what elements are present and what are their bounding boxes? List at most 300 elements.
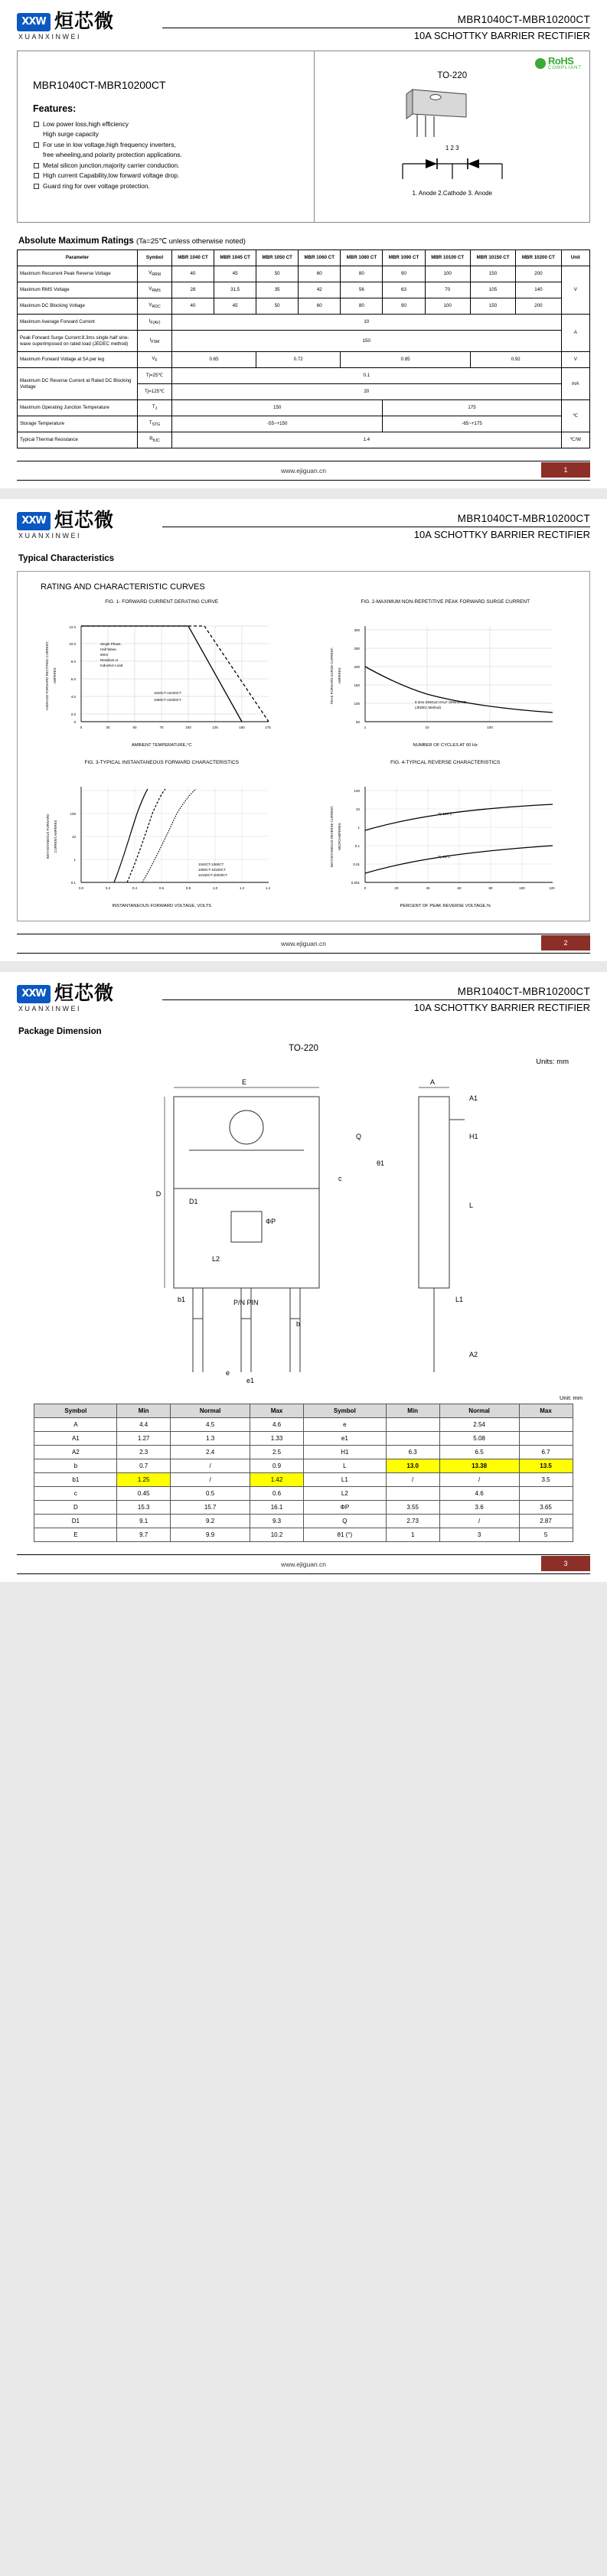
- cell: 3.65: [519, 1501, 573, 1515]
- svg-text:20: 20: [394, 886, 399, 890]
- fig2-xlabel: NUMBER OF CYCLES AT 60 Hz: [413, 743, 478, 748]
- part-number: MBR1040CT-MBR10200CT: [33, 79, 166, 91]
- cell: 6.5: [439, 1446, 519, 1459]
- chart-caption: FIG. 1- FORWARD CURRENT DERATING CURVE: [105, 599, 219, 605]
- param-ifsm: Peak Forward Surge Current:8.3ms single half sine-wave superimposed on rated load (JEDEC method): [18, 331, 138, 352]
- unit-cw: ℃/W: [561, 432, 589, 448]
- svg-text:2.0: 2.0: [70, 712, 77, 716]
- unit-volts: V: [561, 266, 589, 315]
- logo-chinese-name: 烜芯微: [54, 11, 115, 32]
- svg-text:60: 60: [457, 886, 462, 890]
- cell: 15.7: [171, 1501, 250, 1515]
- logo-mark: XXW: [17, 13, 51, 31]
- val: 60: [299, 266, 341, 282]
- param-ir: Maximum DC Reverse Current at Rated DC Blocking Voltage: [18, 368, 138, 400]
- val: 90: [383, 298, 425, 315]
- rohs-badge: [535, 56, 582, 70]
- svg-text:100: 100: [486, 726, 493, 729]
- cell: 2.54: [439, 1418, 519, 1432]
- param-vrdc: Maximum DC Blocking Voltage: [18, 298, 138, 315]
- feature-item: High surge capacity: [43, 130, 99, 139]
- col-10200: MBR 10200 CT: [516, 250, 561, 266]
- table-row: [34, 1501, 573, 1515]
- feature-item: Low power loss,high efficiency: [33, 119, 302, 129]
- page-footer: [17, 934, 590, 954]
- cell-highlight: 13.38: [439, 1459, 519, 1473]
- col-normal-right: Normal: [439, 1404, 519, 1418]
- svg-text:Inductive Load: Inductive Load: [100, 664, 123, 667]
- table-row: [18, 432, 590, 448]
- val: 45: [214, 266, 256, 282]
- feature-item: Guard ring for over voltage protection.: [33, 181, 302, 191]
- svg-text:b: b: [295, 1320, 300, 1328]
- col-max-right: Max: [519, 1404, 573, 1418]
- svg-text:1080CT-10100CT: 1080CT-10100CT: [198, 868, 227, 872]
- cell: ΦP: [303, 1501, 386, 1515]
- cell: /: [439, 1515, 519, 1528]
- dual-diode-symbol: [395, 156, 510, 182]
- svg-text:120: 120: [548, 886, 555, 890]
- cell: L1: [303, 1473, 386, 1487]
- svg-text:10: 10: [425, 726, 429, 729]
- cell: 2.4: [171, 1446, 250, 1459]
- svg-text:10: 10: [72, 835, 77, 839]
- table-row: [18, 331, 590, 352]
- footer-url[interactable]: www.ejiguan.cn: [280, 1560, 327, 1568]
- svg-text:L1: L1: [455, 1296, 463, 1303]
- table-row: [34, 1418, 573, 1432]
- val: 35: [256, 282, 299, 298]
- svg-text:0: 0: [364, 886, 367, 890]
- symbol-tj: $T_J$: [138, 400, 172, 416]
- svg-text:INSTANTANEOUS FORWARD: INSTANTANEOUS FORWARD: [46, 814, 51, 859]
- cell: H1: [303, 1446, 386, 1459]
- svg-text:1.4: 1.4: [266, 886, 271, 890]
- document-part-title: MBR1040CT-MBR10200CT: [457, 986, 590, 997]
- cell: 0.45: [117, 1487, 171, 1501]
- svg-text:(JEDEC Method): (JEDEC Method): [414, 706, 441, 709]
- svg-text:60Hz: 60Hz: [100, 653, 109, 657]
- cell: 9.3: [250, 1515, 304, 1528]
- cell: 9.9: [171, 1528, 250, 1542]
- table-row: [18, 315, 590, 331]
- table-header-row: [34, 1404, 573, 1418]
- cell: A2: [34, 1446, 117, 1459]
- table-row: [34, 1473, 573, 1487]
- cell: D1: [34, 1515, 117, 1528]
- characteristic-curves-box: [17, 571, 590, 921]
- cell-highlight: 1.25: [117, 1473, 171, 1487]
- val-span: 1.4: [171, 432, 561, 448]
- page-2: [0, 499, 607, 961]
- table-row: [34, 1487, 573, 1501]
- document-part-title: MBR1040CT-MBR10200CT: [457, 513, 590, 524]
- val: 63: [383, 282, 425, 298]
- val: 200: [516, 266, 561, 282]
- svg-text:D: D: [155, 1190, 161, 1198]
- svg-text:175: 175: [265, 726, 272, 729]
- document-part-title: MBR1040CT-MBR10200CT: [457, 14, 590, 25]
- val: 80: [341, 298, 383, 315]
- svg-text:150: 150: [239, 726, 246, 729]
- feature-item: free wheeling,and polarity protection applications.: [43, 151, 182, 159]
- val: 50: [256, 266, 299, 282]
- val-span: 0.1: [171, 368, 561, 384]
- col-max-left: Max: [250, 1404, 304, 1418]
- ratings-title-text: Absolute Maximum Ratings: [18, 236, 134, 246]
- cell: /: [439, 1473, 519, 1487]
- svg-text:1.2: 1.2: [240, 886, 245, 890]
- package-panel: [315, 51, 589, 222]
- cell: 1.33: [250, 1432, 304, 1446]
- symbol-ifav: $I_{F(AV)}$: [138, 315, 172, 331]
- svg-text:P/N PIN: P/N PIN: [233, 1299, 259, 1306]
- cell: E: [34, 1528, 117, 1542]
- col-10100: MBR 10100 CT: [425, 250, 470, 266]
- table-row: [18, 352, 590, 368]
- val-half: 150: [171, 400, 382, 416]
- symbol-vrdc: $V_{RDC}$: [138, 298, 172, 315]
- param-tstg: Storage Temperature: [18, 416, 138, 432]
- cell: 9.7: [117, 1528, 171, 1542]
- col-unit: Unit: [561, 250, 589, 266]
- cell: 3.55: [386, 1501, 439, 1515]
- svg-text:8.3ms SINGLE HALF SINEWAVE: 8.3ms SINGLE HALF SINEWAVE: [414, 700, 467, 704]
- fig3-plot: [39, 775, 284, 902]
- cell: D: [34, 1501, 117, 1515]
- svg-text:1: 1: [73, 858, 77, 862]
- cell: [386, 1418, 439, 1432]
- cell: 0.9: [250, 1459, 304, 1473]
- feature-item: Metal silicon junction,majority carrier conduction.: [33, 161, 302, 171]
- cell: e: [303, 1418, 386, 1432]
- dimension-drawing: [17, 1066, 590, 1391]
- footer-url[interactable]: www.ejiguan.cn: [280, 940, 327, 947]
- package-name: TO-220: [289, 1044, 318, 1053]
- cell: θ1 (°): [303, 1528, 386, 1542]
- cell: 3.6: [439, 1501, 519, 1515]
- symbol-tstg: $T_{STG}$: [138, 416, 172, 432]
- page-header: [17, 12, 590, 41]
- chart-fig4: [311, 760, 581, 908]
- val: 80: [341, 266, 383, 282]
- col-min-left: Min: [117, 1404, 171, 1418]
- val: 31.5: [214, 282, 256, 298]
- cell: 5.08: [439, 1432, 519, 1446]
- val-group: 0.92: [470, 352, 561, 368]
- val: 150: [470, 298, 515, 315]
- chart-caption: FIG. 2-MAXIMUM NON-REPETITIVE PEAK FORWARD SURGE CURRENT: [361, 599, 530, 605]
- cell: 9.1: [117, 1515, 171, 1528]
- table-row: [18, 416, 590, 432]
- svg-text:e: e: [225, 1369, 230, 1377]
- svg-text:300: 300: [354, 628, 360, 632]
- ir-cond-125: Tj=125℃: [138, 384, 172, 400]
- svg-text:1: 1: [357, 826, 360, 830]
- rohs-label: RoHS: [547, 55, 574, 67]
- cell: 6.3: [386, 1446, 439, 1459]
- svg-text:100: 100: [354, 702, 360, 706]
- logo-mark: XXW: [17, 512, 51, 530]
- val: 70: [425, 282, 470, 298]
- svg-text:0.4: 0.4: [132, 886, 138, 890]
- cell: 1.27: [117, 1432, 171, 1446]
- cell: 2.3: [117, 1446, 171, 1459]
- cell: 3.5: [519, 1473, 573, 1487]
- svg-text:E: E: [241, 1078, 246, 1086]
- cell: 0.7: [117, 1459, 171, 1473]
- company-logo: [17, 511, 162, 540]
- svg-text:1060CT-10200CT: 1060CT-10200CT: [154, 698, 182, 702]
- svg-text:c: c: [338, 1175, 341, 1182]
- val-half: 175: [383, 400, 561, 416]
- cell: b1: [34, 1473, 117, 1487]
- val: 28: [171, 282, 214, 298]
- table-row: [34, 1446, 573, 1459]
- chart-caption: FIG. 4-TYPICAL REVERSE CHARACTERISTICS: [390, 760, 501, 765]
- cell: L2: [303, 1487, 386, 1501]
- svg-text:125: 125: [212, 726, 219, 729]
- svg-text:0.0: 0.0: [79, 886, 84, 890]
- page-footer: [17, 1554, 590, 1574]
- table-row: [34, 1528, 573, 1542]
- cell: 0.5: [171, 1487, 250, 1501]
- val-span: 10: [171, 315, 561, 331]
- cell: [519, 1487, 573, 1501]
- chart-fig2: [311, 599, 581, 748]
- val: 42: [299, 282, 341, 298]
- logo-chinese-name: 烜芯微: [54, 983, 115, 1004]
- page-number-badge: 3: [541, 1556, 590, 1571]
- col-symbol-left: Symbol: [34, 1404, 117, 1418]
- svg-text:Single Phase,: Single Phase,: [100, 642, 122, 646]
- col-min-right: Min: [386, 1404, 439, 1418]
- ratings-condition: (Ta=25℃ unless otherwise noted): [136, 237, 246, 246]
- cell: A: [34, 1418, 117, 1432]
- svg-text:A2: A2: [468, 1351, 478, 1358]
- page-header: [17, 511, 590, 540]
- val: 100: [425, 266, 470, 282]
- features-panel: [18, 51, 315, 222]
- val: 50: [256, 298, 299, 315]
- features-list: [30, 119, 302, 191]
- unit-volts: V: [561, 352, 589, 368]
- val: 100: [425, 298, 470, 315]
- svg-text:Tj=125℃: Tj=125℃: [437, 812, 452, 816]
- table-row: [34, 1459, 573, 1473]
- unit-amps: A: [561, 315, 589, 352]
- svg-text:8.0: 8.0: [70, 660, 77, 664]
- logo-english-name: XUANXINWEI: [18, 532, 82, 540]
- cell: 3: [439, 1528, 519, 1542]
- absolute-maximum-ratings-table: [17, 249, 590, 448]
- cell: [519, 1432, 573, 1446]
- cell: 10.2: [250, 1528, 304, 1542]
- cell: 0.6: [250, 1487, 304, 1501]
- col-normal-left: Normal: [171, 1404, 250, 1418]
- ir-cond-25: Tj=25℃: [138, 368, 172, 384]
- features-title: Features:: [33, 103, 77, 114]
- val-group: 0.65: [171, 352, 256, 368]
- svg-text:0.8: 0.8: [186, 886, 191, 890]
- curves-heading: RATING AND CHARACTERISTIC CURVES: [41, 582, 205, 592]
- val: 105: [470, 282, 515, 298]
- svg-text:L2: L2: [211, 1255, 220, 1263]
- svg-text:250: 250: [354, 647, 360, 651]
- svg-text:0.1: 0.1: [70, 881, 77, 885]
- logo-chinese-name: 烜芯微: [54, 510, 115, 531]
- svg-text:75: 75: [159, 726, 164, 729]
- cell: /: [386, 1473, 439, 1487]
- svg-text:1040CT-1060CT: 1040CT-1060CT: [198, 862, 224, 866]
- cell: b: [34, 1459, 117, 1473]
- table-row: [34, 1432, 573, 1446]
- table-row: [18, 368, 590, 384]
- svg-text:INSTANTANEOUS REVERSE CURRENT,: INSTANTANEOUS REVERSE CURRENT,: [329, 805, 334, 868]
- logo-english-name: XUANXINWEI: [18, 1005, 82, 1012]
- symbol-rthjc: $R_{\theta JC}$: [138, 432, 172, 448]
- footer-divider-2: [17, 1573, 590, 1574]
- col-1045: MBR 1045 CT: [214, 250, 256, 266]
- fig4-xlabel: PERCENT OF PEAK REVERSE VOLTAGE,%: [400, 904, 491, 908]
- svg-text:10.0: 10.0: [69, 642, 77, 646]
- val-half: -55~+150: [171, 416, 382, 432]
- unit-note: Unit: mm: [560, 1394, 583, 1401]
- cell: L: [303, 1459, 386, 1473]
- footer-url[interactable]: www.ejiguan.cn: [280, 467, 327, 474]
- to220-dimension-svg: [36, 1066, 572, 1387]
- package-dimension-title: Package Dimension: [18, 1027, 102, 1036]
- header-divider: [162, 999, 590, 1000]
- fig1-xlabel: AMBIENT TEMPERATURE,°C: [131, 743, 192, 748]
- svg-text:100: 100: [185, 726, 192, 729]
- page-number-badge: 1: [541, 462, 590, 478]
- symbol-ifsm: $I_{FSM}$: [138, 331, 172, 352]
- svg-text:1: 1: [364, 726, 367, 729]
- cell-highlight: 1.42: [250, 1473, 304, 1487]
- svg-text:10: 10: [355, 807, 360, 811]
- logo-mark: XXW: [17, 985, 51, 1003]
- package-name: TO-220: [437, 71, 468, 80]
- cell: 5: [519, 1528, 573, 1542]
- svg-text:PEAK FORWARD SURGE CURRENT,: PEAK FORWARD SURGE CURRENT,: [329, 647, 334, 705]
- svg-text:100: 100: [70, 812, 77, 816]
- svg-text:D1: D1: [188, 1198, 198, 1205]
- company-logo: [17, 984, 162, 1012]
- table-row: [18, 298, 590, 315]
- cell: 15.3: [117, 1501, 171, 1515]
- svg-text:Half Wave,: Half Wave,: [100, 647, 118, 651]
- feature-item: For use in low voltage,high frequency inverters,: [33, 140, 302, 150]
- typical-characteristics-title: Typical Characteristics: [18, 554, 115, 563]
- param-vf: Maximum Forward Voltage at 5A per leg: [18, 352, 138, 368]
- param-vrrm: Maximum Recurrent Peak Reverse Voltage: [18, 266, 138, 282]
- svg-text:ΦP: ΦP: [265, 1218, 276, 1225]
- cell: 4.6: [439, 1487, 519, 1501]
- document-subtitle: 10A SCHOTTKY BARRIER RECTIFIER: [413, 30, 590, 41]
- col-1080: MBR 1080 CT: [341, 250, 383, 266]
- svg-text:MICROAMPERES: MICROAMPERES: [337, 823, 341, 850]
- param-vrms: Maximum RMS Voltage: [18, 282, 138, 298]
- svg-text:b1: b1: [177, 1296, 185, 1303]
- company-logo: [17, 12, 162, 41]
- symbol-vf: $V_F$: [138, 352, 172, 368]
- svg-text:150: 150: [354, 683, 360, 687]
- cell: 9.2: [171, 1515, 250, 1528]
- val: 200: [516, 298, 561, 315]
- svg-text:50: 50: [355, 720, 360, 724]
- cell: 2.5: [250, 1446, 304, 1459]
- unit-celsius: ℃: [561, 400, 589, 432]
- unit-ma: mA: [561, 368, 589, 400]
- fig3-xlabel: INSTANTANEOUS FORWARD VOLTAGE, VOLTS: [112, 904, 212, 908]
- package-drawing: [321, 83, 583, 143]
- svg-text:1040CT-10100CT: 1040CT-10100CT: [154, 691, 182, 695]
- rohs-compliant-label: COMPLIANT: [547, 66, 582, 70]
- svg-text:Q: Q: [355, 1133, 361, 1140]
- cell: 4.4: [117, 1418, 171, 1432]
- param-rthjc: Typical Thermal Resistance: [18, 432, 138, 448]
- cell: 4.6: [250, 1418, 304, 1432]
- pin-function-label: 1. Anode 2.Cathode 3. Anode: [412, 190, 492, 197]
- page-footer: [17, 461, 590, 481]
- svg-text:0.6: 0.6: [159, 886, 165, 890]
- svg-text:12.0: 12.0: [69, 625, 77, 629]
- svg-text:Resistive or: Resistive or: [100, 658, 119, 662]
- val: 40: [171, 266, 214, 282]
- cell: 2.87: [519, 1515, 573, 1528]
- cell: c: [34, 1487, 117, 1501]
- cell: /: [171, 1473, 250, 1487]
- table-header-row: [18, 250, 590, 266]
- svg-text:AMPERES: AMPERES: [337, 667, 341, 684]
- val: 40: [171, 298, 214, 315]
- svg-text:40: 40: [426, 886, 430, 890]
- val: 56: [341, 282, 383, 298]
- table-row: [18, 282, 590, 298]
- col-1090: MBR 1090 CT: [383, 250, 425, 266]
- svg-text:0.01: 0.01: [352, 862, 360, 866]
- svg-text:AMPERES: AMPERES: [53, 667, 57, 684]
- col-1040: MBR 1040 CT: [171, 250, 214, 266]
- svg-text:A1: A1: [468, 1094, 478, 1102]
- cell: [386, 1432, 439, 1446]
- cell: [519, 1418, 573, 1432]
- svg-text:50: 50: [132, 726, 137, 729]
- fig1-plot: [39, 615, 284, 741]
- cell: /: [171, 1459, 250, 1473]
- svg-text:0.1: 0.1: [354, 844, 360, 848]
- val-span: 150: [171, 331, 561, 352]
- page-1: [0, 0, 607, 488]
- svg-text:6.0: 6.0: [70, 677, 77, 681]
- svg-text:0: 0: [80, 726, 83, 729]
- chart-fig1: [27, 599, 297, 748]
- param-tj: Maximum Operating Junction Temperature: [18, 400, 138, 416]
- svg-text:L: L: [468, 1202, 473, 1209]
- page-3: [0, 972, 607, 1582]
- col-1050: MBR 1050 CT: [256, 250, 299, 266]
- ratings-section-title: [18, 236, 590, 246]
- schematic-symbol: [321, 156, 583, 186]
- overview-box: [17, 51, 590, 223]
- svg-text:H1: H1: [468, 1133, 478, 1140]
- cell: Q: [303, 1515, 386, 1528]
- svg-text:0: 0: [73, 720, 77, 724]
- svg-text:4.0: 4.0: [70, 695, 77, 699]
- units-label: Units: mm: [536, 1058, 569, 1066]
- to220-illustration: [321, 83, 550, 143]
